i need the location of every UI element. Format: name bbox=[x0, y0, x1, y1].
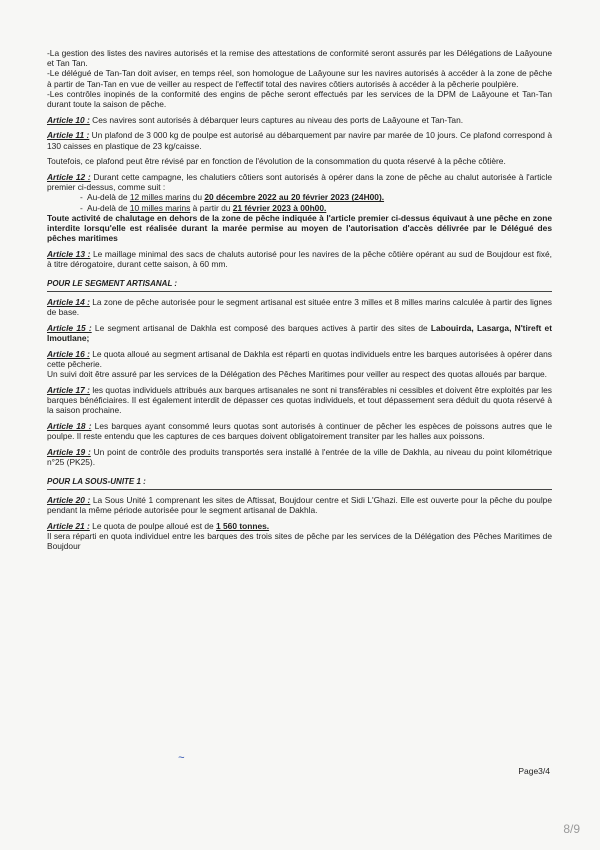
article-13-text: Le maillage minimal des sacs de chaluts autorisé pour les navires de la pêche côtière opérant au sud de Boujdour est fixé, à titre dérogatoire, durant cette saison, à 60 mm. bbox=[47, 248, 552, 270]
article-19 bbox=[47, 447, 552, 467]
article-16-text: Le quota alloué au segment artisanal de Dakhla est réparti en quotas individuels entre les barques autorisées à opérer dans cette pêcherie. bbox=[47, 348, 552, 370]
article-12-label: Article 12 : bbox=[47, 172, 91, 183]
page-number: Page3/4 bbox=[518, 766, 550, 776]
article-16 bbox=[47, 349, 552, 369]
article-14-text: La zone de pêche autorisée pour le segment artisanal est située entre 3 milles et 8 milles marins calculée à partir des lignes de base. bbox=[47, 297, 552, 318]
article-10-text: Ces navires sont autorisés à débarquer leurs captures au niveau des ports de Laâyoune et Tan-Tan. bbox=[89, 114, 464, 125]
article-11-label: Article 11 : bbox=[47, 130, 90, 141]
list-item-text: à partir du bbox=[190, 202, 233, 213]
section-heading-artisanal: POUR LE SEGMENT ARTISANAL : bbox=[47, 279, 552, 291]
article-15 bbox=[47, 323, 552, 343]
article-19-text: Un point de contrôle des produits transportés sera installé à l'entrée de la ville de Dakhla, au niveau du point kilométrique n°25 (PK25). bbox=[47, 447, 552, 468]
document-body bbox=[47, 48, 552, 552]
article-12-text: Durant cette campagne, les chalutiers côtiers sont autorisés à opérer dans la zone de pêche au chalut autorisée à l'article premier ci-dessus, comme suit : bbox=[47, 172, 552, 193]
article-18-label: Article 18 : bbox=[47, 421, 92, 432]
intro-line-3: -Les contrôles inopinés de la conformité des engins de pêche seront effectués par les services de la DPM de Laâyoune et Tan-Tan durant toute la saison de pêche. bbox=[47, 88, 552, 110]
article-14-label: Article 14 : bbox=[47, 297, 90, 308]
article-17 bbox=[47, 385, 552, 416]
article-10 bbox=[47, 115, 552, 125]
list-item bbox=[87, 192, 552, 202]
intro-line-2: -Le délégué de Tan-Tan doit aviser, en temps réel, son homologue de Laâyoune sur les navires autorisés à accéder à la zone de pêche à partir de Tan-Tan en vue de veiller au respect de l'effectif total des navires côtiers autorisés à accéder à la pêcherie poulpière. bbox=[47, 68, 552, 89]
article-17-text: les quotas individuels attribués aux barques artisanales ne sont ni transférables ni cessibles et doivent être exploités par les barques bénéficiaires. Il est également interdit de dépasser ces quotas individuels, et tout dépassement sera déduit du quota réservé à la saison prochaine. bbox=[47, 384, 552, 416]
article-12-list bbox=[47, 192, 552, 212]
list-item-text: du bbox=[190, 192, 205, 203]
article-21-quota: 1 560 tonnes. bbox=[216, 521, 270, 532]
article-18-text: Les barques ayant consommé leurs quotas sont autorisés à continuer de pêcher les espèces de poissons autres que le poulpe. Il reste entendu que les captures de ces barques doivent obligatoirement transiter par les halles aux poissons. bbox=[47, 421, 552, 442]
article-16-label: Article 16 : bbox=[47, 348, 90, 359]
article-10-label: Article 10 : bbox=[47, 114, 90, 125]
list-item bbox=[87, 203, 552, 213]
article-20-label: Article 20 : bbox=[47, 495, 91, 506]
article-15-label: Article 15 : bbox=[47, 322, 92, 333]
article-11-text: Un plafond de 3 000 kg de poulpe est autorisé au débarquement par navire par marée de 10 jours. Ce plafond correspond à 130 caisses en plastique de 23 kg/caisse. bbox=[47, 130, 552, 151]
article-21 bbox=[47, 521, 552, 531]
section-heading-sous-unite-1: POUR LA SOUS-UNITE 1 : bbox=[47, 477, 552, 489]
list-item-period: 20 décembre 2022 au 20 février 2023 (24H00). bbox=[204, 192, 385, 203]
article-16-text-2: Un suivi doit être assuré par les services de la Délégation des Pêches Maritimes pour veiller au respect des quotas alloués par barque. bbox=[47, 369, 547, 380]
viewer-page-counter: 8/9 bbox=[563, 822, 580, 836]
list-item-text: Au-delà de bbox=[87, 202, 130, 213]
article-21-text-2: Il sera réparti en quota individuel entre les barques des trois sites de pêche par les services de la Délégation des Pêches Maritimes de Boujdour bbox=[47, 531, 552, 552]
article-15-sites: Labouirda, Lasarga, N'tireft et Imoutlane; bbox=[47, 322, 552, 344]
article-12-warning: Toute activité de chalutage en dehors de la zone de pêche indiquée à l'article premier ci-dessus équivaut à une pêche en zone interdite lorsqu'elle est réalisée durant la marée permise au moyen de l'autorisation d'accès délivrée par le Délégué des pêches maritimes bbox=[47, 212, 552, 244]
article-20 bbox=[47, 495, 552, 515]
article-13-label: Article 13 : bbox=[47, 248, 91, 259]
article-20-text: La Sous Unité 1 comprenant les sites de Aftissat, Boujdour centre et Sidi L'Ghazi. Elle est ouverte pour la pêche du poulpe pendant la même période autorisée pour le segment artisanal de Dakhla. bbox=[47, 495, 552, 516]
article-15-text: Le segment artisanal de Dakhla est composé des barques actives à partir des sites de bbox=[91, 322, 431, 333]
list-item-distance: 12 milles marins bbox=[129, 192, 191, 203]
article-11 bbox=[47, 130, 552, 150]
article-17-label: Article 17 : bbox=[47, 384, 90, 395]
article-11-note: Toutefois, ce plafond peut être révisé par en fonction de l'évolution de la consommation du quota réservé à la pêche côtière. bbox=[47, 156, 506, 167]
article-12 bbox=[47, 172, 552, 192]
handwritten-initials-mark: ~ bbox=[178, 752, 185, 764]
list-item-period: 21 février 2023 à 00h00. bbox=[232, 202, 327, 213]
article-13 bbox=[47, 249, 552, 269]
article-14 bbox=[47, 297, 552, 317]
list-item-text: Au-delà de bbox=[87, 192, 130, 203]
article-21-text: Le quota de poulpe alloué est de bbox=[89, 521, 217, 532]
list-item-distance: 10 milles marins bbox=[129, 202, 191, 213]
article-18 bbox=[47, 421, 552, 441]
article-21-label: Article 21 : bbox=[47, 521, 90, 532]
intro-line-1: -La gestion des listes des navires autorisés et la remise des attestations de conformité seront assurés par les Délégations de Laâyoune et Tan Tan. bbox=[47, 48, 552, 69]
article-19-label: Article 19 : bbox=[47, 447, 91, 457]
